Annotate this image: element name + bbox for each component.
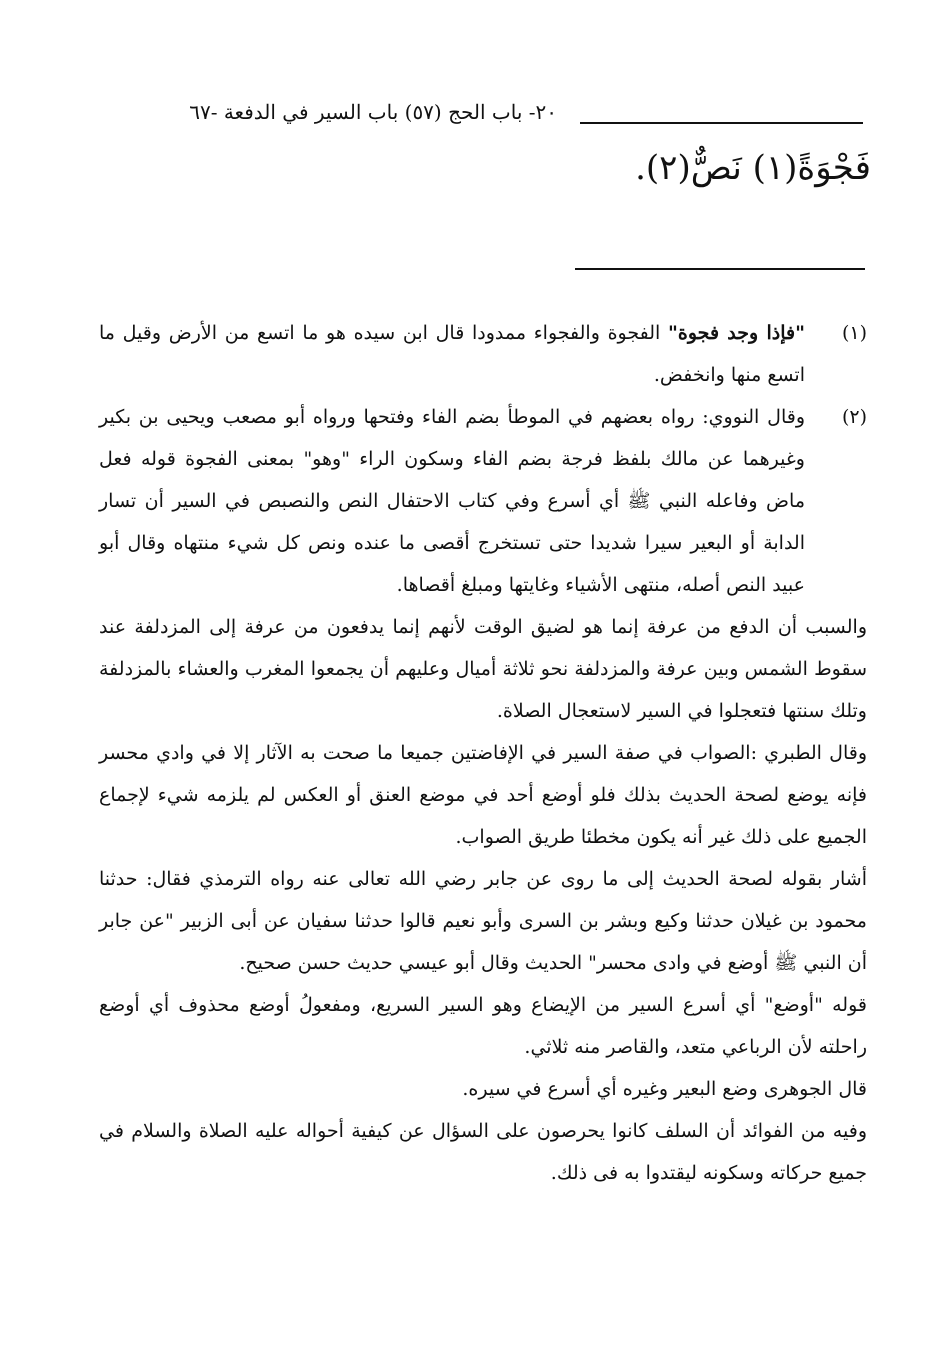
- footnotes-section: [99, 312, 867, 1194]
- footnote-2: [99, 396, 867, 606]
- footnote-text: وقال النووي: رواه بعضهم في الموطأ بضم الفاء وفتحها ورواه أبو مصعب ويحيى بن بكير وغيرهما عن مالك بلفظ فرجة بضم الفاء وسكون الراء "وهو" بمعنى الفجوة قوله فعل ماض وفاعله النبي ﷺ أي أسرع وفي كتاب الاحتفال النص والنصبص في السير أن تسار الدابة أو البعير سيرا شديدا حتى تستخرج أقصى ما عنده ونص كل شيء منتهاه وقال أبو عبيد النص أصله، منتهى الأشياء وغايتها ومبلغ أقصاها.: [99, 406, 805, 596]
- commentary-paragraph: والسبب أن الدفع من عرفة إنما هو لضيق الوقت لأنهم إنما يدفعون من عرفة إلى المزدلفة عند سقوط الشمس وبين عرفة والمزدلفة نحو ثلاثة أميال وعليهم أن يجمعوا المغرب والعشاء بالمزدلفة وتلك سنتها فتعجلوا في السير لاستعجال الصلاة.: [99, 616, 867, 722]
- commentary-paragraph: أشار بقوله لصحة الحديث إلى ما روى عن جابر رضي الله تعالى عنه رواه الترمذي فقال: حدثنا محمود بن غيلان حدثنا وكيع وبشر بن السرى وأبو نعيم قالوا حدثنا سفيان عن أبى الزبير "عن جابر أن النبي ﷺ أوضع في وادى محسر" الحديث وقال أبو عيسي حديث حسن صحيح.: [99, 868, 867, 974]
- footnote-body: [99, 312, 805, 396]
- commentary-paragraph: وقال الطبري :الصواب في صفة السير في الإفاضتين جميعا ما صحت به الآثار إلا في وادي محسر فإنه يوضع لصحة الحديث بذلك فلو أوضع أحد في موضع العنق أو العكس لم يلزمه شيء لإجماع الجميع على ذلك غير أنه يكون مخطئا طريق الصواب.: [99, 742, 867, 848]
- footnote-number: (٢): [841, 406, 867, 428]
- commentary-paragraph: وفيه من الفوائد أن السلف كانوا يحرصون على السؤال عن كيفية أحواله عليه الصلاة والسلام في جميع حركاته وسكونه ليقتدوا به فى ذلك.: [99, 1120, 867, 1184]
- hadith-text: فَجْوَةً(١) نَصٌّ(٢).: [635, 148, 871, 188]
- footnote-number: (١): [841, 322, 867, 344]
- footnote-divider: [575, 268, 865, 270]
- footnote-1: [99, 312, 867, 396]
- footnote-lead: "فإذا وجد فجوة": [668, 322, 805, 344]
- footnote-body: [99, 396, 805, 606]
- commentary-paragraph: قوله "أوضع" أي أسرع السير من الإيضاع وهو السير السريع، ومفعولُ أوضع محذوف أي أوضع راحلته لأن الرباعي متعد، والقاصر منه ثلاثي.: [99, 994, 867, 1058]
- commentary-paragraph: قال الجوهرى وضع البعير وغيره أي أسرع في سيره.: [462, 1078, 867, 1100]
- header-divider: [580, 122, 863, 124]
- running-header: ٢٠- باب الحج (٥٧) باب السير في الدفعة -٦٧: [189, 100, 557, 124]
- footnote-text: الفجوة والفجواء ممدودا قال ابن سيده هو ما اتسع من الأرض وقيل ما اتسع منها وانخفض.: [99, 322, 805, 386]
